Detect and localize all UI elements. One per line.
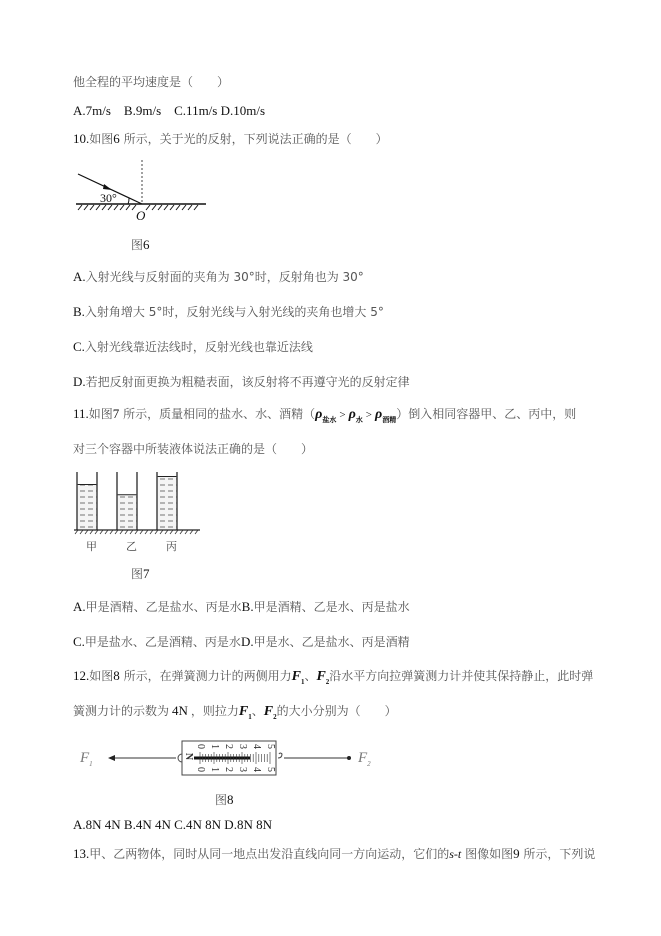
arrow-left-icon [108,755,115,761]
right-hook [278,753,282,758]
option-text: 若把反射面更换为粗糙表面，该反射将不再遵守光的反射定律 [85,375,410,389]
option-letter: C. [73,634,85,649]
liquid [157,477,177,529]
scale-tick-label: 5 [265,767,276,772]
scale-tick-label: 2 [223,744,234,749]
scale-tick-label: 1 [209,744,220,749]
scale-tick-label: 0 [195,744,206,749]
q10-option-d[interactable] [73,374,410,390]
separator: 、 [251,704,264,718]
q12-options: A.8N 4N B.4N 4N C.4N 8N D.8N 8N [73,817,272,832]
q12-line2-b: ，则拉力 [190,704,239,718]
figure-6-reflection-diagram [70,158,220,228]
scale-tick-label: 5 [265,744,276,749]
container-label-bing: 丙 [166,540,177,553]
left-hook [178,754,182,762]
caption-prefix: 图 [215,793,228,807]
q13-stem [73,846,595,862]
q13-stem-c: 所示，下列说 [519,847,596,861]
figure-7-caption [131,565,150,582]
q13-fig-ref: 9 [513,846,520,861]
caption-number: 7 [143,566,150,581]
container-3 [157,472,177,530]
option-letter: A. [73,269,86,284]
q11-stem-b: 所示，质量相同的盐水、水、酒精（ [119,407,316,421]
q10-number: 10. [73,131,90,146]
caption-prefix: 图 [131,567,144,581]
q9-stem-tail: 他全程的平均速度是（ ） [73,75,230,89]
q12-reading: 4N [172,703,188,718]
q10-stem [73,131,388,147]
figure-6-caption [131,236,150,253]
option-letter: C. [73,339,85,354]
liquid [117,495,137,529]
figure-8-spring-scale [78,738,378,778]
q10-stem-b: 所示，关于光的反射，下列说法正确的是（ ） [119,132,388,146]
container-2 [117,472,137,530]
container-label-yi: 乙 [126,540,137,553]
option-letter: D. [240,634,254,649]
greater-than: > [339,409,346,421]
q11-number: 11. [73,406,89,421]
rho-saltwater: $\rho_{盐水}$ [315,407,337,424]
q12-stem-a: 如图 [89,669,114,683]
q11-stem-line2: 对三个容器中所装液体说法正确的是（ ） [73,442,314,456]
greater-than: > [365,409,372,421]
scale-tick-label: 1 [209,767,220,772]
q12-stem-c: 沿水平方向拉弹簧测力计并使其保持静止，此时弹 [329,669,594,683]
force-f2: $F_2$ [316,669,330,686]
option-letter: B. [73,304,85,319]
figure-8-caption [215,791,234,808]
figure-7-containers [72,470,202,555]
q10-option-b[interactable] [73,304,384,320]
q13-stem-b: 图像如图 [461,847,514,861]
option-letter: B. [241,599,254,614]
q12-stem-line2 [73,703,397,725]
option-c-text[interactable]: 甲是盐水、乙是酒精、丙是水 [84,635,241,649]
scale-tick-label: 3 [237,767,248,772]
q13-number: 13. [73,846,90,861]
separator: 、 [304,669,317,683]
f1-label: $F_1$ [80,750,93,768]
option-b-text[interactable]: 甲是酒精、乙是水、丙是盐水 [253,600,410,614]
rho-alcohol: $\rho_{酒精}$ [375,407,397,424]
q10-fig-ref: 6 [113,131,120,146]
option-text: 入射光线与反射面的夹角为 30°时，反射角也为 30° [85,270,364,284]
st-variable: s-t [449,847,462,861]
scale-tick-label: 4 [251,767,262,772]
liquid [77,485,97,529]
q10-stem-a: 如图 [89,132,114,146]
option-text: 入射光线靠近法线时，反射光线也靠近法线 [84,340,313,354]
q12-fig-ref: 8 [113,668,120,683]
q11-stem-a: 如图 [88,407,113,421]
scale-tick-label: 3 [237,744,248,749]
angle-arc [128,198,129,204]
q10-option-c[interactable] [73,339,313,355]
option-letter: D. [73,374,86,389]
option-a-text[interactable]: 甲是酒精、乙是盐水、丙是水 [85,600,242,614]
rho-water: $\rho_水$ [348,407,363,424]
force-f1: $F_1$ [238,704,252,721]
scale-tick-label: 4 [251,744,262,749]
scale-tick-label: 0 [195,767,206,772]
scale-tick-label: 2 [223,767,234,772]
q12-stem [73,668,593,690]
q11-fig-ref: 7 [112,406,120,421]
q12-line2-a: 簧测力计的示数为 [73,704,170,718]
q11-options-cd [73,634,410,650]
scale-tick-labels-bottom [195,764,276,776]
table-surface [74,530,200,534]
q13-stem-a: 甲、乙两物体，同时从同一地点出发沿直线向同一方向运动，它们的 [89,847,450,861]
point-o-label: O [136,208,146,223]
q10-option-a[interactable] [73,269,364,285]
q11-options-ab [73,599,410,615]
q9-options: A.7m/s B.9m/s C.11m/s D.10m/s [73,103,266,118]
unit-label: N [183,752,195,761]
q12-number: 12. [73,668,90,683]
q12-stem-b: 所示，在弹簧测力计的两侧用力 [119,669,292,683]
option-letter: A. [73,599,86,614]
caption-number: 8 [227,792,234,807]
force-f2: $F_2$ [263,704,277,721]
caption-prefix: 图 [131,238,144,252]
option-text: 入射角增大 5°时，反射光线与入射光线的夹角也增大 5° [84,305,384,319]
container-1 [77,472,97,530]
caption-number: 6 [143,237,150,252]
container-label-jia: 甲 [86,540,97,553]
force-f1: $F_1$ [291,669,305,686]
angle-label: 30° [100,191,117,205]
q12-line2-c: 的大小分别为（ ） [276,704,397,718]
f2-label: $F_2$ [358,750,371,768]
q11-stem [73,406,576,428]
option-d-text[interactable]: 甲是水、乙是盐水、丙是酒精 [253,635,410,649]
q11-stem-c: ）倒入相同容器甲、乙、丙中，则 [396,407,577,421]
anchor-point [347,756,351,760]
scale-tick-labels-top [195,741,276,753]
